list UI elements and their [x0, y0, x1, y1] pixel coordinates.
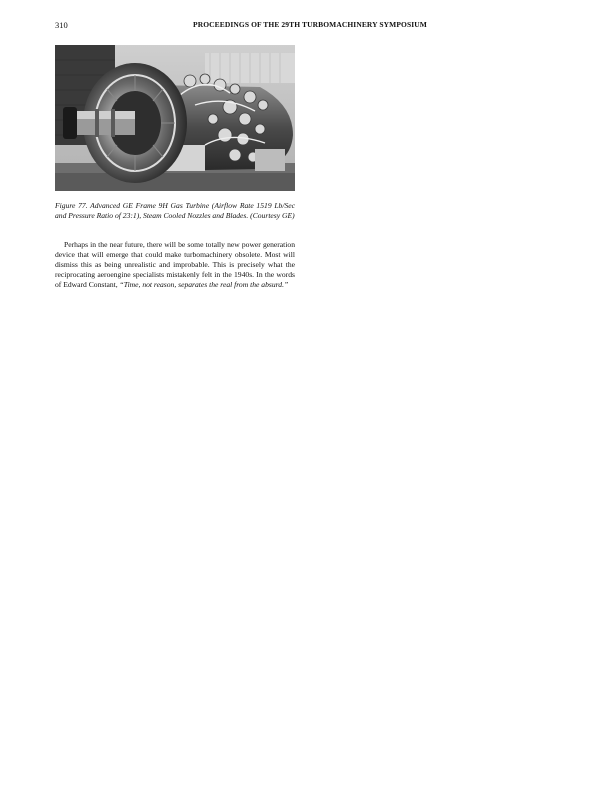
- body-paragraph: [55, 240, 295, 290]
- page-number: 310: [55, 20, 68, 30]
- gas-turbine-photo: [55, 45, 295, 191]
- figure-caption: Figure 77. Advanced GE Frame 9H Gas Turbine (Airflow Rate 1519 Lb/Sec and Pressure Ratio of 23:1), Steam Cooled Nozzles and Blades. (Courtesy GE): [55, 201, 295, 220]
- paragraph-text: Perhaps in the near future, there will be some totally new power generation device that will emerge that could make turbomachinery obsolete. Most will dismiss this as being unrealistic and improbable. This is precisely what the reciprocating aeroengine specialists mistakenly felt in the 1940s. In the words of Edward Constant,: [55, 240, 295, 289]
- constant-quote: “Time, not reason, separates the real from the absurd.”: [119, 280, 289, 289]
- running-head: PROCEEDINGS OF THE 29TH TURBOMACHINERY SYMPOSIUM: [193, 20, 427, 29]
